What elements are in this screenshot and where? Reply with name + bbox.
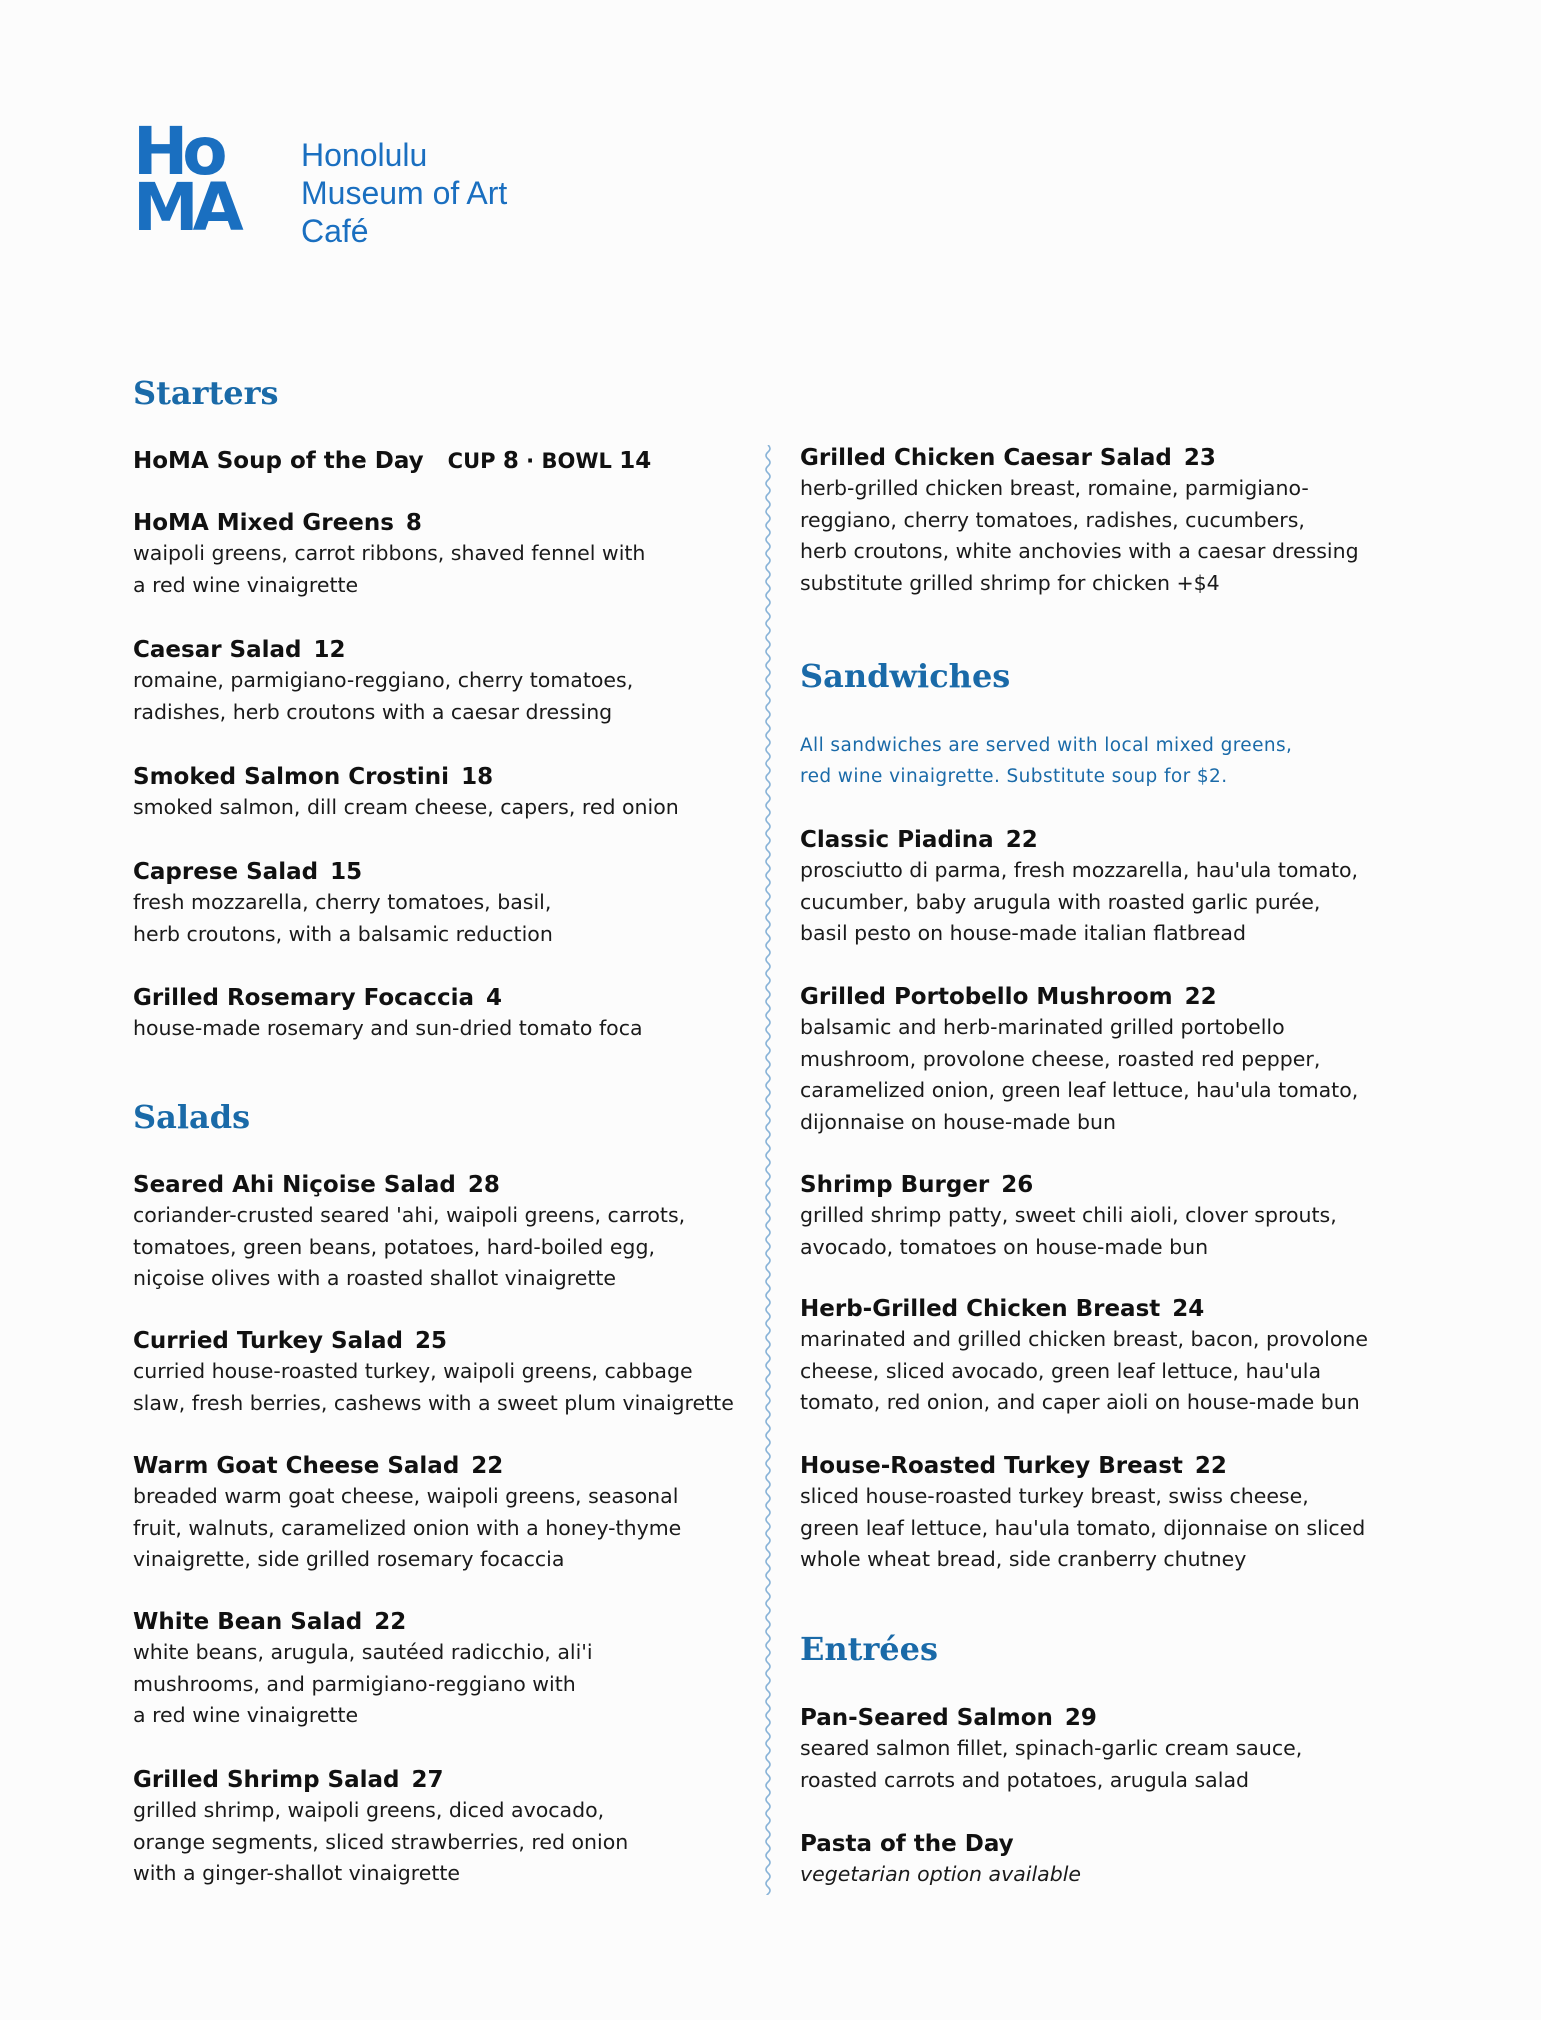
- menu-item: [133, 1170, 685, 1295]
- menu-item: [800, 443, 1359, 599]
- item-description: niçoise olives with a roasted shallot vinaigrette: [133, 1266, 617, 1290]
- item-price: 23: [1183, 445, 1216, 471]
- item-name: HoMA Soup of the Day: [133, 448, 424, 474]
- item-price: 29: [1064, 1705, 1097, 1731]
- menu-item: [133, 635, 633, 728]
- item-description: dijonnaise on house-made bun: [800, 1109, 1116, 1134]
- item-price: 26: [1001, 1172, 1034, 1198]
- section-title-salads: Salads: [133, 1098, 251, 1136]
- item-name: Pan-Seared Salmon: [800, 1705, 1053, 1731]
- item-description: coriander-crusted seared 'ahi, waipoli greens, carrots,: [133, 1203, 686, 1227]
- item-description: sliced house-roasted turkey breast, swiss cheese,: [800, 1484, 1309, 1508]
- item-name: Caprese Salad: [133, 859, 319, 885]
- item-price: 22: [471, 1453, 504, 1479]
- item-price: 22: [1194, 1453, 1227, 1479]
- soup-sizes: [448, 449, 652, 473]
- cup-label: CUP: [447, 449, 496, 473]
- item-description: avocado, tomatoes on house-made bun: [800, 1234, 1209, 1259]
- logo-name-line1: Honolulu: [301, 137, 428, 173]
- bowl-price: 14: [619, 448, 652, 474]
- item-description: cucumber, baby arugula with roasted garlic purée,: [800, 889, 1321, 914]
- item-price: 27: [411, 1767, 444, 1793]
- menu-item: [133, 1765, 628, 1890]
- item-description: balsamic and herb-marinated grilled portobello: [800, 1015, 1285, 1039]
- wavy-column-divider: [763, 445, 773, 1895]
- menu-item: [133, 857, 553, 950]
- menu-item: [800, 1451, 1365, 1576]
- menu-item: [800, 1170, 1337, 1263]
- item-name: Caesar Salad: [133, 637, 302, 663]
- item-description: seared salmon fillet, spinach-garlic cream sauce,: [800, 1736, 1303, 1760]
- item-price: 24: [1172, 1296, 1205, 1322]
- item-price: 28: [467, 1172, 500, 1198]
- item-name: Grilled Chicken Caesar Salad: [800, 445, 1172, 471]
- item-name: Grilled Portobello Mushroom: [800, 984, 1173, 1010]
- item-price: 8: [405, 510, 422, 536]
- item-description: herb-grilled chicken breast, romaine, parmigiano-: [800, 476, 1309, 500]
- item-price: 15: [330, 859, 363, 885]
- size-separator: ·: [526, 449, 535, 473]
- item-description: white beans, arugula, sautéed radicchio, ali'i: [133, 1640, 593, 1664]
- note-line: red wine vinaigrette. Substitute soup for $2.: [800, 766, 1228, 787]
- item-description: house-made rosemary and sun-dried tomato foca: [133, 1016, 643, 1040]
- item-description: fruit, walnuts, caramelized onion with a honey-thyme: [133, 1515, 682, 1540]
- logo-name-line3: Café: [301, 213, 369, 249]
- menu-item: [133, 983, 643, 1045]
- item-description: marinated and grilled chicken breast, bacon, provolone: [800, 1327, 1369, 1351]
- item-description: cheese, sliced avocado, green leaf lettuce, hau'ula: [800, 1358, 1322, 1383]
- item-description: a red wine vinaigrette: [133, 1703, 359, 1727]
- item-name: Curried Turkey Salad: [133, 1328, 404, 1354]
- menu-item: [133, 1451, 681, 1576]
- item-description: curried house-roasted turkey, waipoli greens, cabbage: [133, 1359, 693, 1383]
- menu-item: [133, 1326, 734, 1419]
- menu-item: [800, 825, 1358, 950]
- menu-item: [800, 1294, 1368, 1419]
- item-price: 22: [374, 1609, 407, 1635]
- item-name: HoMA Mixed Greens: [133, 510, 394, 536]
- note-line: All sandwiches are served with local mixed greens,: [800, 735, 1293, 756]
- item-description: mushrooms, and parmigiano-reggiano with: [133, 1671, 576, 1696]
- logo-mark-line2: MA: [133, 169, 238, 246]
- item-description: mushroom, provolone cheese, roasted red pepper,: [800, 1046, 1321, 1071]
- item-description: breaded warm goat cheese, waipoli greens, seasonal: [133, 1484, 679, 1508]
- menu-item-soup: [133, 446, 651, 476]
- item-description: vegetarian option available: [800, 1862, 1082, 1886]
- item-description: grilled shrimp patty, sweet chili aioli, clover sprouts,: [800, 1203, 1337, 1227]
- item-description: romaine, parmigiano-reggiano, cherry tomatoes,: [133, 668, 634, 692]
- menu-item: [133, 762, 679, 824]
- sandwiches-note: [800, 730, 1292, 792]
- item-name: Grilled Rosemary Focaccia: [133, 985, 474, 1011]
- item-name: White Bean Salad: [133, 1609, 363, 1635]
- item-price: 25: [415, 1328, 448, 1354]
- item-description: roasted carrots and potatoes, arugula salad: [800, 1767, 1250, 1792]
- item-description: herb croutons, white anchovies with a caesar dressing: [800, 539, 1359, 563]
- item-description: prosciutto di parma, fresh mozzarella, hau'ula tomato,: [800, 858, 1359, 882]
- item-name: Grilled Shrimp Salad: [133, 1767, 400, 1793]
- item-description: smoked salmon, dill cream cheese, capers, red onion: [133, 795, 679, 819]
- item-description: grilled shrimp, waipoli greens, diced avocado,: [133, 1798, 605, 1822]
- item-name: Classic Piadina: [800, 827, 994, 853]
- item-description: tomato, red onion, and caper aioli on house-made bun: [800, 1390, 1360, 1414]
- item-description: waipoli greens, carrot ribbons, shaved fennel with: [133, 541, 646, 565]
- item-name: Warm Goat Cheese Salad: [133, 1453, 460, 1479]
- item-name: Seared Ahi Niçoise Salad: [133, 1172, 456, 1198]
- item-description: green leaf lettuce, hau'ula tomato, dijonnaise on sliced: [800, 1515, 1366, 1540]
- item-price: 18: [461, 764, 494, 790]
- item-price: 22: [1005, 827, 1038, 853]
- item-description: reggiano, cherry tomatoes, radishes, cucumbers,: [800, 507, 1305, 532]
- item-name: House-Roasted Turkey Breast: [800, 1453, 1183, 1479]
- item-description: caramelized onion, green leaf lettuce, hau'ula tomato,: [800, 1078, 1359, 1102]
- menu-item: [133, 508, 645, 601]
- item-description: substitute grilled shrimp for chicken +$4: [800, 570, 1220, 595]
- item-description: with a ginger-shallot vinaigrette: [133, 1861, 461, 1885]
- item-name: Smoked Salmon Crostini: [133, 764, 450, 790]
- menu-item: [133, 1607, 593, 1732]
- menu-item: [800, 1829, 1081, 1891]
- logo-name-line2: Museum of Art: [301, 175, 508, 211]
- item-price: 22: [1184, 984, 1217, 1010]
- bowl-label: BOWL: [541, 449, 612, 473]
- menu-item: [800, 982, 1358, 1138]
- logo-mark-line1: Ho: [133, 113, 222, 190]
- item-name: Herb-Grilled Chicken Breast: [800, 1296, 1161, 1322]
- homa-logo-mark: [133, 113, 273, 246]
- item-description: a red wine vinaigrette: [133, 572, 359, 597]
- cup-price: 8: [502, 448, 519, 474]
- item-name: Pasta of the Day: [800, 1831, 1014, 1857]
- item-description: vinaigrette, side grilled rosemary focaccia: [133, 1547, 565, 1571]
- item-heading: [133, 446, 651, 476]
- item-description: orange segments, sliced strawberries, red onion: [133, 1829, 629, 1854]
- section-title-entrees: Entrées: [800, 1630, 939, 1668]
- item-name: Shrimp Burger: [800, 1172, 990, 1198]
- item-description: radishes, herb croutons with a caesar dressing: [133, 699, 613, 724]
- logo-text: [301, 136, 601, 250]
- item-description: herb croutons, with a balsamic reduction: [133, 921, 553, 946]
- item-price: 4: [485, 985, 502, 1011]
- item-description: slaw, fresh berries, cashews with a sweet plum vinaigrette: [133, 1390, 734, 1415]
- item-description: whole wheat bread, side cranberry chutney: [800, 1547, 1247, 1571]
- item-price: 12: [313, 637, 346, 663]
- section-title-sandwiches: Sandwiches: [800, 657, 1011, 695]
- item-description: basil pesto on house-made italian flatbread: [800, 921, 1246, 945]
- item-description: tomatoes, green beans, potatoes, hard-boiled egg,: [133, 1234, 655, 1259]
- section-title-starters: Starters: [133, 374, 279, 412]
- menu-item: [800, 1703, 1302, 1796]
- item-description: fresh mozzarella, cherry tomatoes, basil,: [133, 890, 552, 914]
